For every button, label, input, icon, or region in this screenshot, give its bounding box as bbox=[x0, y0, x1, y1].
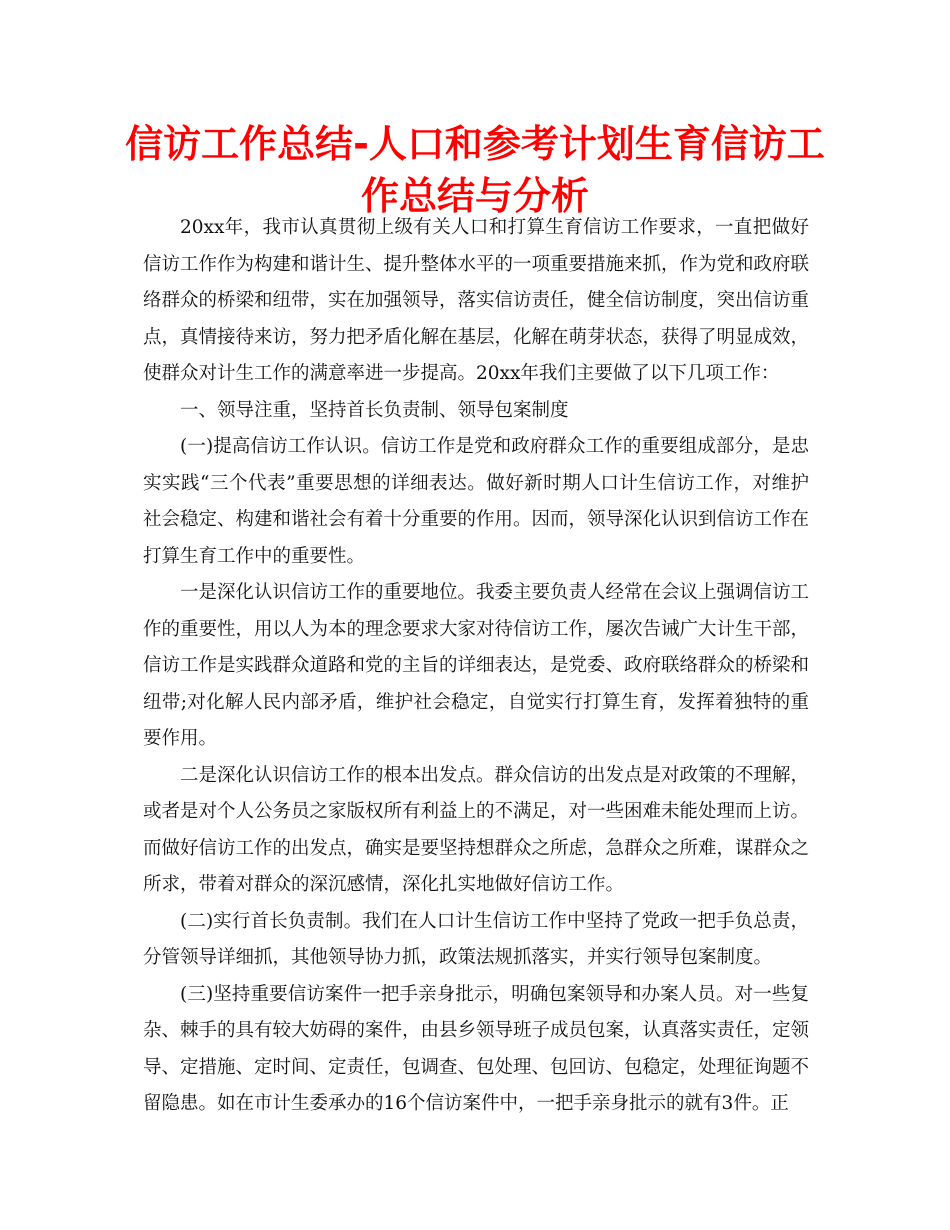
paragraph-intro: 20xx年，我市认真贯彻上级有关人口和打算生育信访工作要求，一直把做好信访工作作为构建和谐计生、提升整体水平的一项重要措施来抓，作为党和政府联络群众的桥梁和纽带，实在加强领导，落实信访责任，健全信访制度，突出信访重点，真情接待来访，努力把矛盾化解在基层，化解在萌芽状态，获得了明显成效，使群众对计生工作的满意率进一步提高。20xx年我们主要做了以下几项工作： bbox=[143, 217, 810, 384]
section-heading-1: 一、领导注重，坚持首长负责制、领导包案制度 bbox=[180, 399, 569, 421]
paragraph-subsection-1: (一)提高信访工作认识。信访工作是党和政府群众工作的重要组成部分，是忠实实践“三个代表”重要思想的详细表达。做好新时期人口计生信访工作，对维护社会稳定、构建和谐社会有着十分重要的作用。因而，领导深化认识到信访工作在打算生育工作中的重要性。 bbox=[143, 436, 810, 567]
paragraph-point-1: 一是深化认识信访工作的重要地位。我委主要负责人经常在会议上强调信访工作的重要性，用以人为本的理念要求大家对待信访工作，屡次告诫广大计生干部，信访工作是实践群众道路和党的主旨的详细表达，是党委、政府联络群众的桥梁和纽带;对化解人民内部矛盾，维护社会稳定，自觉实行打算生育，发挥着独特的重要作用。 bbox=[143, 582, 810, 749]
paragraph-subsection-2: (二)实行首长负责制。我们在人口计生信访工作中坚持了党政一把手负总责，分管领导详细抓，其他领导协力抓，政策法规抓落实，并实行领导包案制度。 bbox=[143, 910, 809, 968]
paragraph-point-2: 二是深化认识信访工作的根本出发点。群众信访的出发点是对政策的不理解，或者是对个人公务员之家版权所有利益上的不满足，对一些困难未能处理而上访。而做好信访工作的出发点，确实是要坚持想群众之所虑，急群众之所难，谋群众之所求，带着对群众的深沉感情，深化扎实地做好信访工作。 bbox=[143, 764, 810, 895]
document-body bbox=[143, 210, 809, 1123]
paragraph-subsection-3: (三)坚持重要信访案件一把手亲身批示，明确包案领导和办案人员。对一些复杂、棘手的具有较大妨碍的案件，由县乡领导班子成员包案，认真落实责任，定领导、定措施、定时间、定责任，包调查、包处理、包回访、包稳定，处理征询题不留隐患。如在市计生委承办的16个信访案件中，一把手亲身批示的就有3件。正 bbox=[143, 983, 810, 1114]
document-title: 信访工作总结-人口和参考计划生育信访工作总结与分析 bbox=[125, 122, 825, 218]
